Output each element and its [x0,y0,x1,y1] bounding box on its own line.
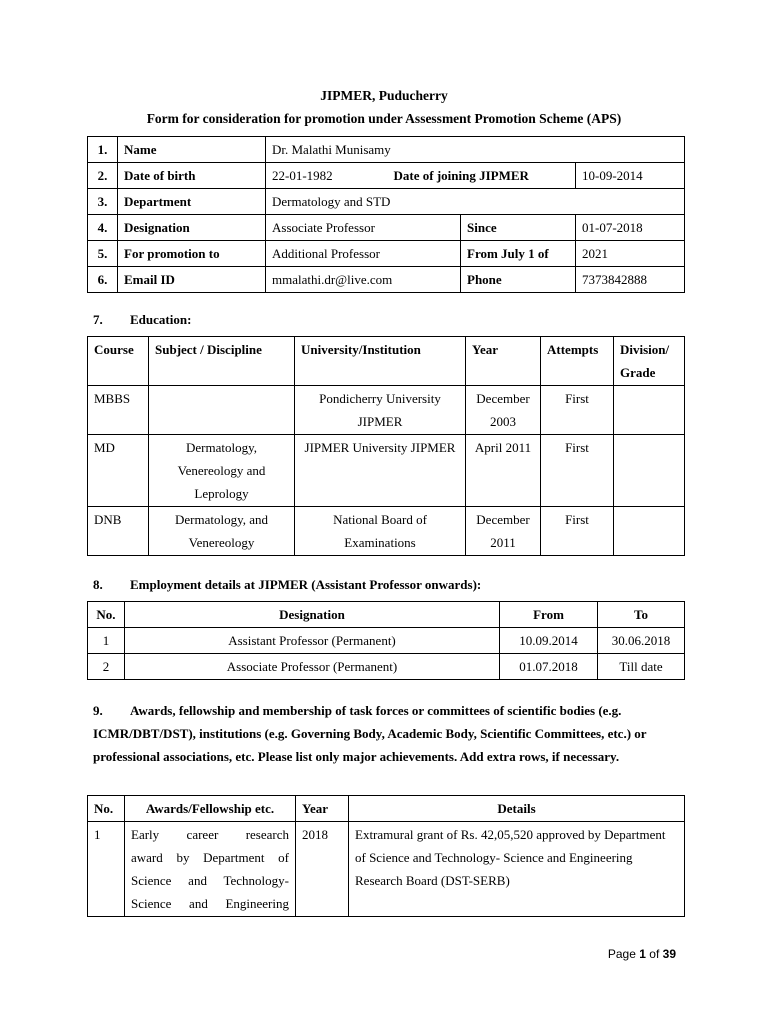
employment-heading [93,577,481,593]
table-row [88,163,685,189]
row-number: 3. [88,189,118,215]
section-number: 8. [93,577,103,592]
to-cell: 30.06.2018 [598,628,685,654]
table-header-row [88,337,685,386]
no-cell: 1 [88,822,125,917]
column-header: From [500,602,598,628]
table-row [88,435,685,507]
course-cell: MD [88,435,149,507]
column-header: To [598,602,685,628]
name-value: Dr. Malathi Munisamy [266,137,685,163]
table-row [88,628,685,654]
from-cell: 10.09.2014 [500,628,598,654]
table-row [88,654,685,680]
awards-table [87,795,685,917]
awards-heading [93,699,683,768]
column-header: Attempts [541,337,614,386]
promotion-value: Additional Professor [266,241,461,267]
year-cell: December 2011 [466,507,541,556]
email-value: mmalathi.dr@live.com [266,267,461,293]
course-cell: MBBS [88,386,149,435]
field-label: From July 1 of [461,241,576,267]
page-number: 1 [639,947,646,961]
grade-cell [614,386,685,435]
university-cell: JIPMER University JIPMER [295,435,466,507]
field-label: Since [461,215,576,241]
column-header: Course [88,337,149,386]
of-word: of [649,947,660,961]
column-header: University/Institution [295,337,466,386]
field-label: Email ID [118,267,266,293]
table-row [88,822,685,917]
field-label: For promotion to [118,241,266,267]
no-cell: 2 [88,654,125,680]
column-header: Year [296,796,349,822]
award-line: Science and Technology- [131,873,289,888]
page-footer [608,947,676,961]
attempts-cell: First [541,435,614,507]
table-row [88,267,685,293]
column-header: No. [88,602,125,628]
university-cell: Pondicherry University JIPMER [295,386,466,435]
award-cell [125,822,296,917]
row-number: 6. [88,267,118,293]
award-line: award by Department of [131,850,289,865]
award-line: Science and Engineering [131,896,289,911]
promotion-year-value: 2021 [576,241,685,267]
award-line: Early career research [131,827,289,842]
field-label: Date of joining JIPMER [388,163,503,189]
personal-details-table [87,136,685,293]
table-header-row [88,602,685,628]
column-header: No. [88,796,125,822]
section-title: Employment details at JIPMER (Assistant Professor onwards): [130,577,482,592]
department-value: Dermatology and STD [266,189,685,215]
subject-cell: Dermatology, and Venereology [149,507,295,556]
employment-table [87,601,685,680]
section-number: 7. [93,312,103,327]
to-cell: Till date [598,654,685,680]
subject-cell: Dermatology, Venereology and Leprology [149,435,295,507]
field-label: Phone [461,267,576,293]
table-row [88,507,685,556]
since-value: 01-07-2018 [576,215,685,241]
row-number: 2. [88,163,118,189]
designation-cell: Assistant Professor (Permanent) [125,628,500,654]
education-heading [93,312,191,328]
grade-cell [614,507,685,556]
form-title: Form for consideration for promotion under Assessment Promotion Scheme (APS) [146,111,622,126]
dob-value: 22-01-1982 [266,163,461,189]
field-label: Date of birth [118,163,266,189]
page-total: 39 [662,947,676,961]
row-number: 5. [88,241,118,267]
section-title: Education: [130,312,192,327]
education-table [87,336,685,556]
details-cell: Extramural grant of Rs. 42,05,520 approved by Department of Science and Technology- Science and Engineering Research Board (DST-SERB) [349,822,685,917]
column-header: Year [466,337,541,386]
column-header: Division/ Grade [614,337,685,386]
attempts-cell: First [541,507,614,556]
field-label: Designation [118,215,266,241]
phone-value: 7373842888 [576,267,685,293]
row-number: 1. [88,137,118,163]
field-label: Name [118,137,266,163]
year-cell: April 2011 [466,435,541,507]
field-label: Department [118,189,266,215]
attempts-cell: First [541,386,614,435]
table-row [88,215,685,241]
row-number: 4. [88,215,118,241]
year-cell: 2018 [296,822,349,917]
course-cell: DNB [88,507,149,556]
section-number: 9. [93,703,103,718]
column-header: Designation [125,602,500,628]
column-header: Details [349,796,685,822]
designation-cell: Associate Professor (Permanent) [125,654,500,680]
year-cell: December 2003 [466,386,541,435]
table-row [88,241,685,267]
page-word: Page [607,947,636,961]
institute-title: JIPMER, Puducherry [320,88,448,103]
table-header-row [88,796,685,822]
table-row [88,386,685,435]
university-cell: National Board of Examinations [295,507,466,556]
doj-value: 10-09-2014 [576,163,685,189]
section-title: Awards, fellowship and membership of task forces or committees of scientific bodies (e.g. ICMR/DBT/DST), institutions (e.g. Governing Body, Academic Body, Scientific Committees, etc.) or professional associations, etc. Please list only major achievements. Add extra rows, if necessary. [93,703,647,764]
grade-cell [614,435,685,507]
table-row [88,189,685,215]
table-row [88,137,685,163]
column-header: Awards/Fellowship etc. [125,796,296,822]
column-header: Subject / Discipline [149,337,295,386]
designation-value: Associate Professor [266,215,461,241]
no-cell: 1 [88,628,125,654]
from-cell: 01.07.2018 [500,654,598,680]
subject-cell [149,386,295,435]
